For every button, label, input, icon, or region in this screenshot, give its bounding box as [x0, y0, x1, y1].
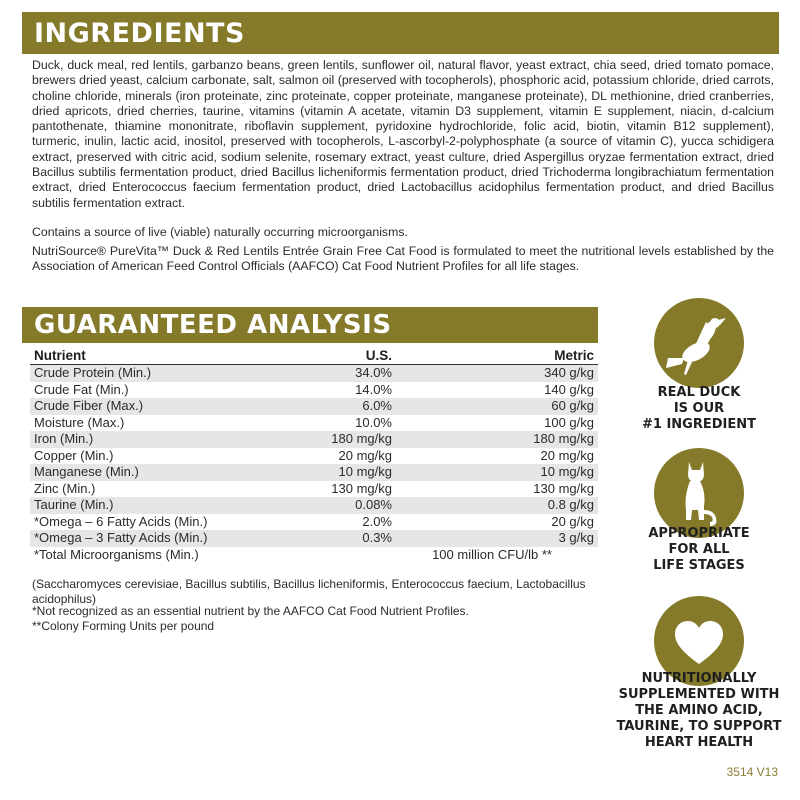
table-row	[30, 497, 598, 514]
column-header-us: U.S.	[318, 347, 396, 365]
table-row	[30, 448, 598, 465]
duck-badge-text: REAL DUCK IS OUR #1 INGREDIENT	[642, 385, 756, 432]
live-microorganisms-note: Contains a source of live (viable) naturally occurring microorganisms.	[32, 225, 408, 239]
nutrient-cell: Crude Protein (Min.)	[30, 365, 318, 382]
metric-value-cell: 340 g/kg	[396, 365, 598, 382]
us-value-cell: 2.0%	[362, 513, 392, 529]
table-row	[30, 398, 598, 415]
nutrient-cell: Taurine (Min.)	[30, 497, 318, 514]
nutrient-cell: *Omega – 6 Fatty Acids (Min.)	[34, 513, 208, 529]
us-value-cell: 20 mg/kg	[338, 447, 392, 463]
metric-value-cell: 140 g/kg	[544, 381, 594, 397]
metric-value-cell: 180 mg/kg	[396, 431, 598, 448]
nutrient-cell: Copper (Min.)	[34, 447, 114, 463]
duck-icon	[654, 298, 744, 388]
heart-badge-text: NUTRITIONALLY SUPPLEMENTED WITH THE AMINO ACID, TAURINE, TO SUPPORT HEART HEALTH	[616, 671, 782, 750]
nutrient-cell: *Omega – 3 Fatty Acids (Min.)	[30, 530, 318, 547]
total-microorganisms-value: 100 million CFU/lb **	[432, 546, 552, 562]
table-row-total-microorganisms	[30, 547, 598, 564]
metric-value-cell: 0.8 g/kg	[396, 497, 598, 514]
ingredients-heading: INGREDIENTS	[22, 12, 779, 54]
us-value-cell: 180 mg/kg	[318, 431, 396, 448]
nutrient-cell: Iron (Min.)	[30, 431, 318, 448]
metric-value-cell: 20 g/kg	[551, 513, 594, 529]
duck-badge	[654, 298, 744, 388]
metric-value-cell: 3 g/kg	[396, 530, 598, 547]
us-value-cell: 130 mg/kg	[331, 480, 392, 496]
metric-value-cell: 10 mg/kg	[396, 464, 598, 481]
aafco-footnote: *Not recognized as an essential nutrient by the AAFCO Cat Food Nutrient Profiles.	[32, 604, 469, 618]
table-row	[30, 514, 598, 531]
metric-value-cell: 20 mg/kg	[540, 447, 594, 463]
cfu-footnote: **Colony Forming Units per pound	[32, 619, 215, 633]
product-code: 3514 V13	[726, 765, 778, 779]
us-value-cell: 6.0%	[318, 398, 396, 415]
microorganism-species-note: (Saccharomyces cerevisiae, Bacillus subtilis, Bacillus licheniformis, Enterococcus faecium, Lactobacillus acidophilus)	[32, 577, 586, 606]
ingredients-list: Duck, duck meal, red lentils, garbanzo beans, green lentils, sunflower oil, natural flavor, yeast extract, chia seed, dried tomato pomace, brewers dried yeast, calcium carbonate, salt, salmon oil (preserved with tocopherols), phosphoric acid, potassium chloride, dried carrots, choline chloride, minerals (iron proteinate, zinc proteinate, copper proteinate, manganese proteinate), DL methionine, dried cranberries, dried apricots, dried cherries, taurine, vitamins (vitamin A acetate, vitamin D3 supplement, vitamin E supplement, niacin, d-calcium pantothenate, thiamine mononitrate, riboflavin supplement, pyridoxine hydrochloride, folic acid, biotin, vitamin B12 supplement), turmeric, inulin, lactic acid, inositol, preserved with tocopherols, L-ascorbyl-2-polyphosphate (a source of vitamin C), yucca schidigera extract, preserved with citric acid, sodium selenite, rosemary extract, yeast culture, dried Aspergillus oryzae fermentation extract, dried Bacillus subtilis fermentation product, dried Bacillus licheniformis fermentation product, dried Trichoderma longibrachiatum fermentation extract, dried Enterococcus faecium fermentation product, dried Lactobacillus acidophilus fermentation product, and dried Bacillus subtilis fermentation extract.	[32, 58, 774, 210]
column-header-metric: Metric	[396, 347, 598, 365]
us-value-cell: 34.0%	[318, 365, 396, 382]
metric-value-cell: 60 g/kg	[396, 398, 598, 415]
nutrient-cell: Crude Fat (Min.)	[34, 381, 129, 397]
cat-badge-text: APPROPRIATE FOR ALL LIFE STAGES	[648, 526, 750, 573]
guaranteed-analysis-table	[30, 347, 598, 563]
table-row	[30, 481, 598, 498]
cat-badge	[654, 448, 744, 538]
aafco-formulation-statement: NutriSource® PureVita™ Duck & Red Lentils Entrée Grain Free Cat Food is formulated to meet the nutritional levels established by the Association of American Feed Control Officials (AAFCO) Cat Food Nutrient Profiles for all life stages.	[32, 244, 774, 274]
guaranteed-analysis-heading: GUARANTEED ANALYSIS	[22, 307, 598, 343]
nutrient-cell: *Total Microorganisms (Min.)	[34, 546, 199, 562]
metric-value-cell: 130 mg/kg	[533, 480, 594, 496]
us-value-cell: 0.3%	[318, 530, 396, 547]
us-value-cell: 14.0%	[355, 381, 392, 397]
us-value-cell: 10 mg/kg	[318, 464, 396, 481]
nutrient-cell: Crude Fiber (Max.)	[30, 398, 318, 415]
nutrient-cell: Zinc (Min.)	[34, 480, 96, 496]
us-value-cell: 10.0%	[355, 414, 392, 430]
nutrient-cell: Manganese (Min.)	[30, 464, 318, 481]
cat-icon	[654, 448, 744, 538]
table-row	[30, 415, 598, 432]
us-value-cell: 0.08%	[318, 497, 396, 514]
table-row	[30, 464, 598, 481]
metric-value-cell: 100 g/kg	[544, 414, 594, 430]
column-header-nutrient: Nutrient	[30, 347, 318, 365]
table-header-row	[30, 347, 598, 365]
nutrient-cell: Moisture (Max.)	[34, 414, 125, 430]
table-row	[30, 530, 598, 547]
table-row	[30, 382, 598, 399]
table-row	[30, 365, 598, 382]
table-row	[30, 431, 598, 448]
